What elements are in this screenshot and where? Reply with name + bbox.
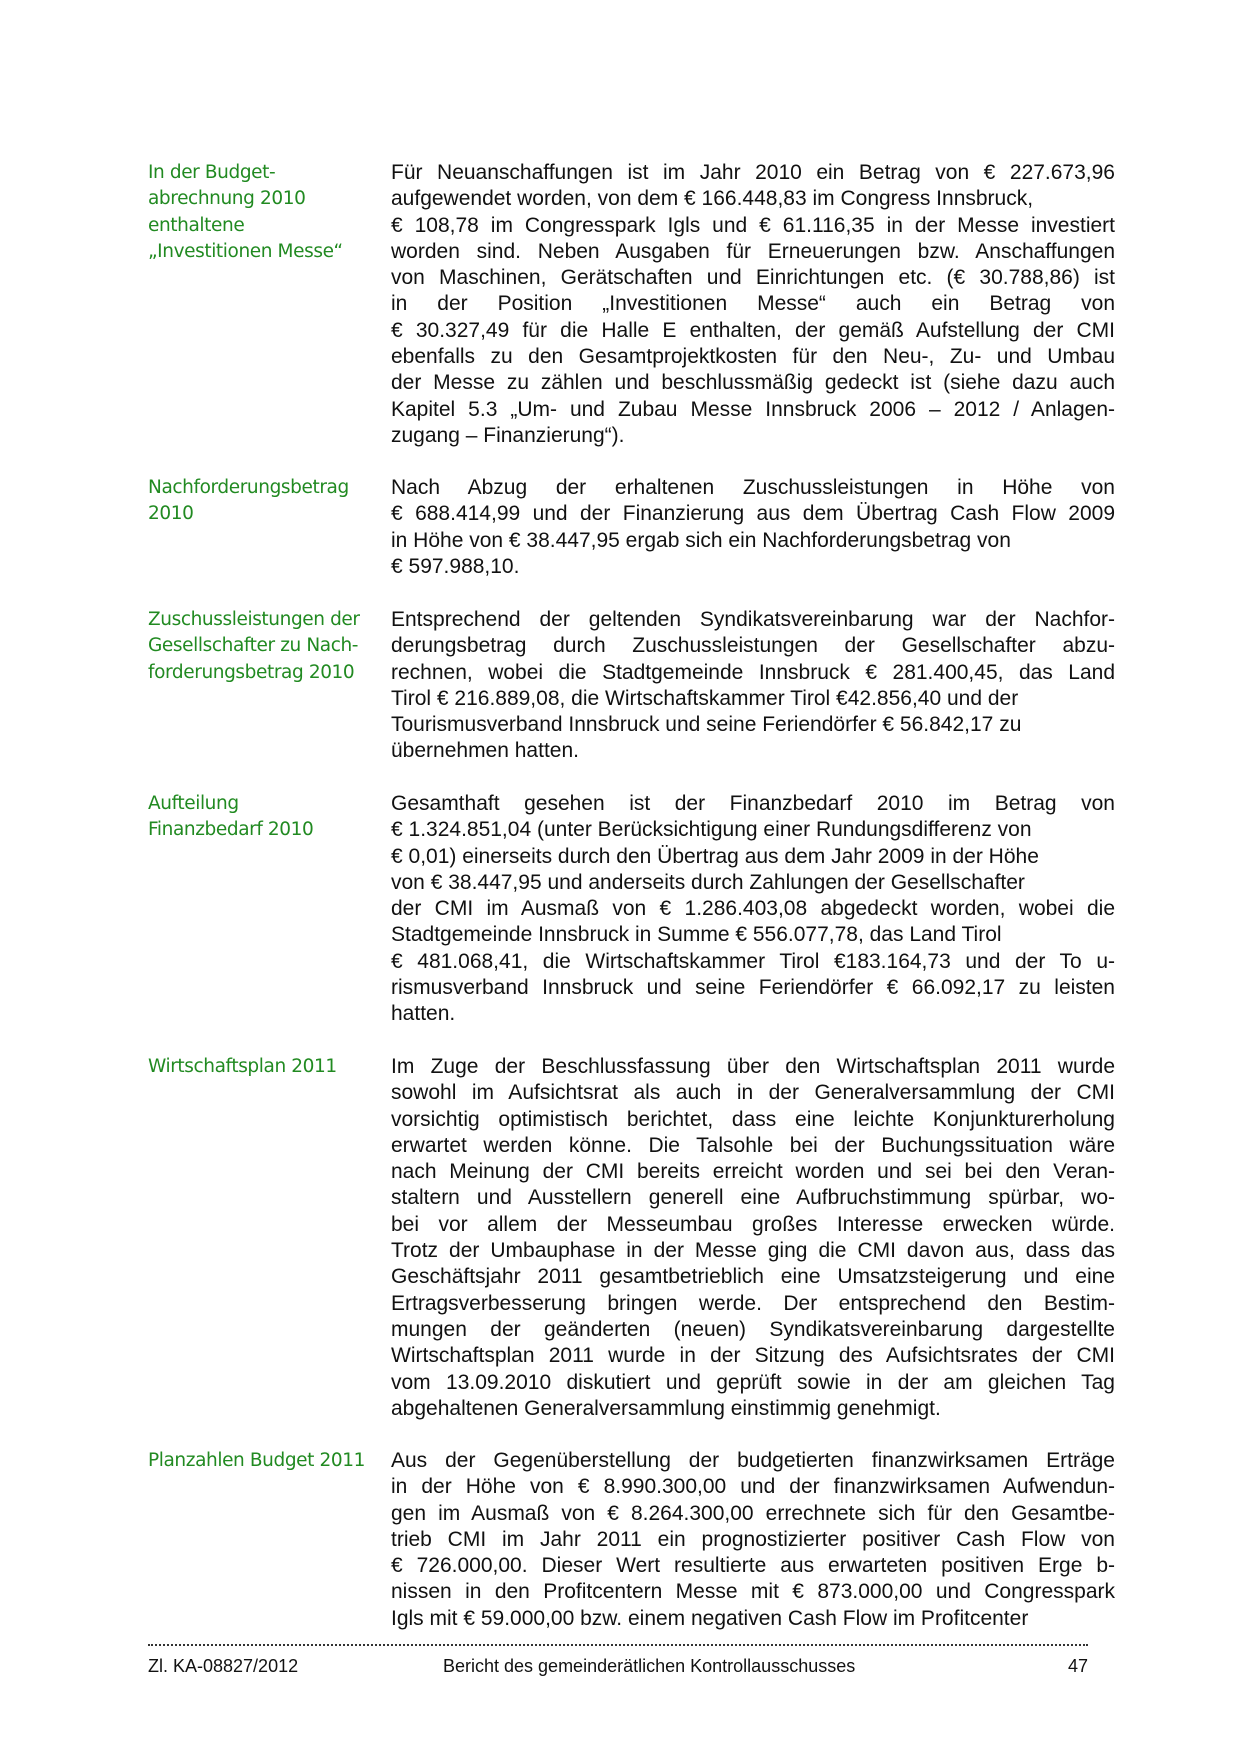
paragraph-line: derungsbetrag durch Zuschussleistungen der Gesellschafter abzu- xyxy=(391,634,1115,658)
margin-label-line: enthaltene xyxy=(148,214,245,236)
paragraph-line: Geschäftsjahr 2011 gesamtbetrieblich eine Umsatzsteigerung und eine xyxy=(391,1265,1115,1289)
paragraph-line: ebenfalls zu den Gesamtprojektkosten für den Neu-, Zu- und Umbau xyxy=(391,345,1115,369)
paragraph-line: bei vor allem der Messeumbau großes Interesse erwecken würde. xyxy=(391,1212,1115,1236)
paragraph-line: abgehaltenen Generalversammlung einstimmig genehmigt. xyxy=(391,1396,941,1420)
paragraph-line: Trotz der Umbauphase in der Messe ging die CMI davon aus, dass das xyxy=(391,1239,1115,1263)
paragraph xyxy=(391,160,1115,449)
paragraph-line: staltern und Ausstellern generell eine Aufbruchstimmung spürbar, wo- xyxy=(391,1186,1115,1210)
margin-label-line: abrechnung 2010 xyxy=(148,188,306,210)
paragraph-line: aufgewendet worden, von dem € 166.448,83 im Congress Innsbruck, xyxy=(391,187,1034,211)
margin-label-line: Nachforderungsbetrag xyxy=(148,477,349,498)
paragraph-line: der Messe zu zählen und beschlussmäßig gedeckt ist (siehe dazu auch xyxy=(391,371,1115,395)
paragraph-line: Gesamthaft gesehen ist der Finanzbedarf 2010 im Betrag von xyxy=(391,792,1115,815)
margin-label-line: Zuschussleistungen der xyxy=(148,609,360,630)
footer-reference: Zl. KA-08827/2012 xyxy=(148,1656,299,1676)
paragraph-line: Nach Abzug der erhaltenen Zuschussleistungen in Höhe von xyxy=(391,476,1115,499)
paragraph-line: sowohl im Aufsichtsrat als auch in der Generalversammlung der CMI xyxy=(391,1081,1115,1105)
paragraph-line: € 1.324.851,04 (unter Berücksichtigung einer Rundungsdifferenz von xyxy=(391,818,1032,842)
paragraph-line: in Höhe von € 38.447,95 ergab sich ein Nachforderungsbetrag von xyxy=(391,528,1011,552)
margin-label-line: forderungsbetrag 2010 xyxy=(148,661,355,683)
paragraph-line: Tourismusverband Innsbruck und seine Feriendörfer € 56.842,17 zu xyxy=(391,713,1022,737)
paragraph-line: Für Neuanschaffungen ist im Jahr 2010 ein Betrag von € 227.673,96 xyxy=(391,161,1115,184)
paragraph xyxy=(391,1448,1115,1632)
margin-label-line: Aufteilung xyxy=(148,793,239,814)
paragraph-line: nach Meinung der CMI bereits erreicht worden und sei bei den Veran- xyxy=(391,1160,1115,1184)
paragraph-line: rechnen, wobei die Stadtgemeinde Innsbruck € 281.400,45, das Land xyxy=(391,660,1115,684)
paragraph-line: € 108,78 im Congresspark Igls und € 61.116,35 in der Messe investiert xyxy=(391,213,1115,237)
page-number: 47 xyxy=(1068,1656,1089,1676)
margin-label-line: In der Budget- xyxy=(148,162,276,183)
margin-label xyxy=(148,475,378,528)
margin-label xyxy=(148,1448,378,1474)
margin-label-line: „Investitionen Messe“ xyxy=(148,240,343,262)
paragraph-line: € 0,01) einerseits durch den Übertrag aus dem Jahr 2009 in der Höhe xyxy=(391,844,1039,868)
paragraph-line: € 597.988,10. xyxy=(391,554,520,578)
paragraph-line: worden sind. Neben Ausgaben für Erneuerungen bzw. Anschaffungen xyxy=(391,239,1115,263)
margin-label-line: 2010 xyxy=(148,503,194,525)
paragraph-line: hatten. xyxy=(391,1002,456,1026)
margin-label-line: Planzahlen Budget 2011 xyxy=(148,1450,365,1471)
paragraph xyxy=(391,791,1115,1028)
paragraph xyxy=(391,607,1115,765)
paragraph-line: rismusverband Innsbruck und seine Feriendörfer € 66.092,17 zu leisten xyxy=(391,976,1115,1000)
paragraph-line: nissen in den Profitcentern Messe mit € 873.000,00 und Congresspark xyxy=(391,1580,1115,1604)
paragraph-line: von € 38.447,95 und anderseits durch Zahlungen der Gesellschafter xyxy=(391,870,1025,894)
paragraph-line: Kapitel 5.3 „Um- und Zubau Messe Innsbruck 2006 – 2012 / Anlagen- xyxy=(391,397,1115,421)
margin-label-line: Gesellschafter zu Nach- xyxy=(148,635,359,657)
paragraph-line: Igls mit € 59.000,00 bzw. einem negativen Cash Flow im Profitcenter xyxy=(391,1606,1029,1630)
paragraph-line: zugang – Finanzierung“). xyxy=(391,423,625,447)
margin-label xyxy=(148,607,378,686)
paragraph-line: mungen der geänderten (neuen) Syndikatsvereinbarung dargestellte xyxy=(391,1317,1115,1341)
paragraph-line: von Maschinen, Gerätschaften und Einrichtungen etc. (€ 30.788,86) ist xyxy=(391,266,1115,290)
paragraph-line: Aus der Gegenüberstellung der budgetierten finanzwirksamen Erträge xyxy=(391,1449,1115,1472)
margin-label-line: Wirtschaftsplan 2011 xyxy=(148,1056,337,1077)
paragraph-line: vorsichtig optimistisch berichtet, dass eine leichte Konjunkturerholung xyxy=(391,1107,1115,1131)
footer-title: Bericht des gemeinderätlichen Kontrollausschusses xyxy=(443,1656,856,1676)
paragraph-line: in der Höhe von € 8.990.300,00 und der finanzwirksamen Aufwendun- xyxy=(391,1475,1115,1499)
paragraph-line: € 481.068,41, die Wirtschaftskammer Tirol €183.164,73 und der To u- xyxy=(391,949,1115,973)
paragraph-line: € 688.414,99 und der Finanzierung aus dem Übertrag Cash Flow 2009 xyxy=(391,502,1115,526)
paragraph-line: Ertragsverbesserung bringen werde. Der entsprechend den Bestim- xyxy=(391,1291,1115,1315)
margin-label xyxy=(148,1054,378,1080)
paragraph-line: Im Zuge der Beschlussfassung über den Wirtschaftsplan 2011 wurde xyxy=(391,1055,1115,1078)
margin-label xyxy=(148,791,378,844)
paragraph-line: € 30.327,49 für die Halle E enthalten, der gemäß Aufstellung der CMI xyxy=(391,318,1115,342)
footer-divider xyxy=(148,1644,1088,1646)
paragraph-line: Tirol € 216.889,08, die Wirtschaftskammer Tirol €42.856,40 und der xyxy=(391,686,1019,710)
margin-label-line: Finanzbedarf 2010 xyxy=(148,819,314,841)
paragraph-line: gen im Ausmaß von € 8.264.300,00 errechnete sich für den Gesamtbe- xyxy=(391,1501,1115,1525)
paragraph-line: erwartet werden könne. Die Talsohle bei der Buchungssituation wäre xyxy=(391,1133,1115,1157)
paragraph-line: vom 13.09.2010 diskutiert und geprüft sowie in der am gleichen Tag xyxy=(391,1370,1115,1394)
paragraph-line: übernehmen hatten. xyxy=(391,739,579,763)
margin-label xyxy=(148,160,378,265)
paragraph-line: trieb CMI im Jahr 2011 ein prognostizierter positiver Cash Flow von xyxy=(391,1527,1115,1551)
paragraph-line: Stadtgemeinde Innsbruck in Summe € 556.077,78, das Land Tirol xyxy=(391,923,1002,947)
paragraph-line: Wirtschaftsplan 2011 wurde in der Sitzung des Aufsichtsrates der CMI xyxy=(391,1344,1115,1368)
paragraph-line: der CMI im Ausmaß von € 1.286.403,08 abgedeckt worden, wobei die xyxy=(391,897,1115,921)
paragraph-line: Entsprechend der geltenden Syndikatsvereinbarung war der Nachfor- xyxy=(391,608,1115,631)
paragraph-line: in der Position „Investitionen Messe“ auch ein Betrag von xyxy=(391,292,1115,316)
paragraph xyxy=(391,1054,1115,1422)
paragraph xyxy=(391,475,1115,580)
paragraph-line: € 726.000,00. Dieser Wert resultierte aus erwarteten positiven Erge b- xyxy=(391,1554,1115,1578)
